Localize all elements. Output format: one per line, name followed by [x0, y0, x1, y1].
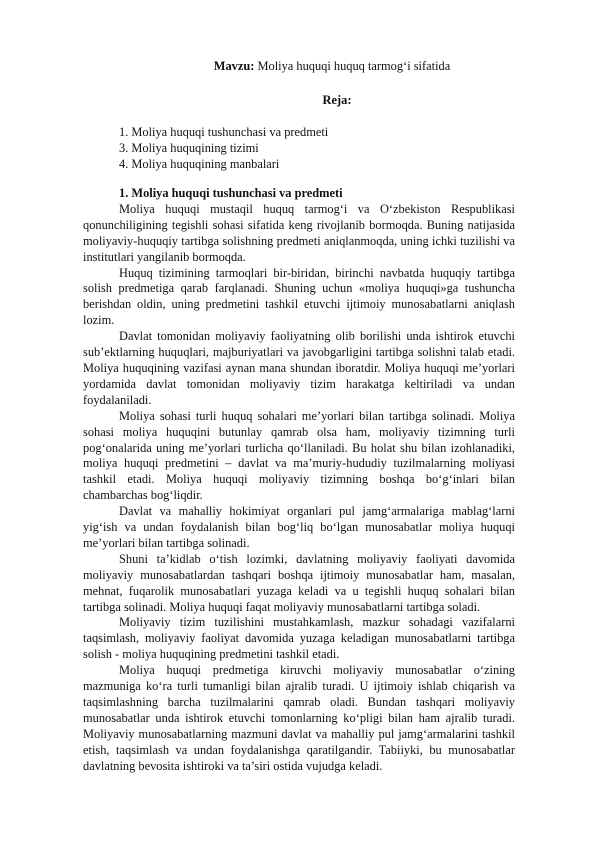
paragraph: Huquq tizimining tarmoqlari bir-biridan, birinchi navbatda huquqiy tartibga solish predmetiga qarab farqlanadi. Shuning uchun «moliya huquqi»ga tushuncha berishdan oldin, uning predmetini tashkil etuvchi ijtimoiy munosabatlarni aniqlash lozim. — [83, 265, 515, 328]
paragraph: Shuni ta’kidlab o‘tish lozimki, davlatning moliyaviy faoliyati davomida moliyaviy munosabatlardan tashqari boshqa ijtimoiy munosabatlar ham, masalan, mehnat, fuqarolik munosabatlari yuzaga keladi va u tegishli huquq sohalari bilan tartibga solinadi. Moliya huquqi faqat moliyaviy munosabatlarni tartibga soladi. — [83, 551, 515, 614]
paragraph: Moliya huquqi predmetiga kiruvchi moliyaviy munosabatlar o‘zining mazmuniga ko‘ra turli tumanligi bilan ajralib turadi. U ijtimoiy ishlab chiqarish va taqsimlashning barcha tuzilmalarini qamrab oladi. Bundan tashqari moliyaviy munosabatlar unda ishtirok etuvchi tomonlarning ko‘pligi bilan ham ajralib turadi. Moliyaviy munosabatlarning mazmuni davlat va mahalliy pul jamg‘armalarini tashkil etish, taqsimlash va undan foydalanishga qaratilgandir. Tabiiyki, bu munosabatlar davlatning bevosita ishtiroki va ta’siri ostida vujudga keladi. — [83, 663, 515, 773]
plan-item: 3. Moliya huquqining tizimi — [119, 141, 259, 155]
topic-text: Moliya huquqi huquq tarmog‘i sifatida — [254, 59, 451, 73]
paragraph: Davlat tomonidan moliyaviy faoliyatning olib borilishi unda ishtirok etuvchi sub’ektlarning huquqlari, majburiyatlari va javobgarligini tartibga solishni talab etadi. Moliya huquqining vazifasi aynan mana shundan iboratdir. Moliya huquqi me’yorlari yordamida davlat tomonidan moliyaviy tizim harakatga keltiriladi va undan foydalaniladi. — [83, 329, 515, 407]
paragraph: Moliya huquqi mustaqil huquq tarmog‘i va O‘zbekiston Respublikasi qonunchiligining tegishli sohasi sifatida keng rivojlanib bormoqda. Buning natijasida moliyaviy-huquqiy tartibga solishning predmeti aniqlanmoqda, uning ichki tuzilishi va institutlari yangilanib bormoqda. — [83, 201, 515, 264]
topic-label: Mavzu: — [213, 59, 255, 73]
paragraph: Moliyaviy tizim tuzilishini mustahkamlash, mazkur sohadagi vazifalarni taqsimlash, moliyaviy faoliyat davomida yuzaga keladigan munosabatlarni tartibga solish - moliya huquqining predmetini tashkil etadi. — [83, 615, 515, 662]
plan-item: 4. Moliya huquqining manbalari — [119, 157, 280, 171]
paragraph: Davlat va mahalliy hokimiyat organlari pul jamg‘armalariga mablag‘larni yig‘ish va undan foydalanish bilan bog‘liq bo‘lgan munosabatlar moliya huquqi me’yorlari bilan tartibga solinadi. — [83, 504, 515, 550]
plan-list — [119, 124, 328, 172]
document-body — [83, 186, 515, 775]
topic-title — [0, 59, 596, 74]
plan-item: 1. Moliya huquqi tushunchasi va predmeti — [119, 125, 329, 139]
paragraph: Moliya sohasi turli huquq sohalari me’yorlari bilan tartibga solinadi. Moliya sohasi moliya huquqini butunlay qamrab olsa ham, moliyaviy tizimning turli pog‘onalarida uning me’yorlari turlicha qo‘llaniladi. Bu holat shu bilan izohlanadiki, moliya huquqi predmetini – davlat va ma’muriy-hududiy tuzilmalarning moliyasi tashkil etadi. Moliya huquqi moliyaviy tizimning boshqa bo‘g‘inlari bilan chambarchas bog‘liqdir. — [83, 408, 515, 503]
section-title: 1. Moliya huquqi tushunchasi va predmeti — [119, 186, 343, 200]
plan-heading: Reja: — [322, 93, 352, 107]
